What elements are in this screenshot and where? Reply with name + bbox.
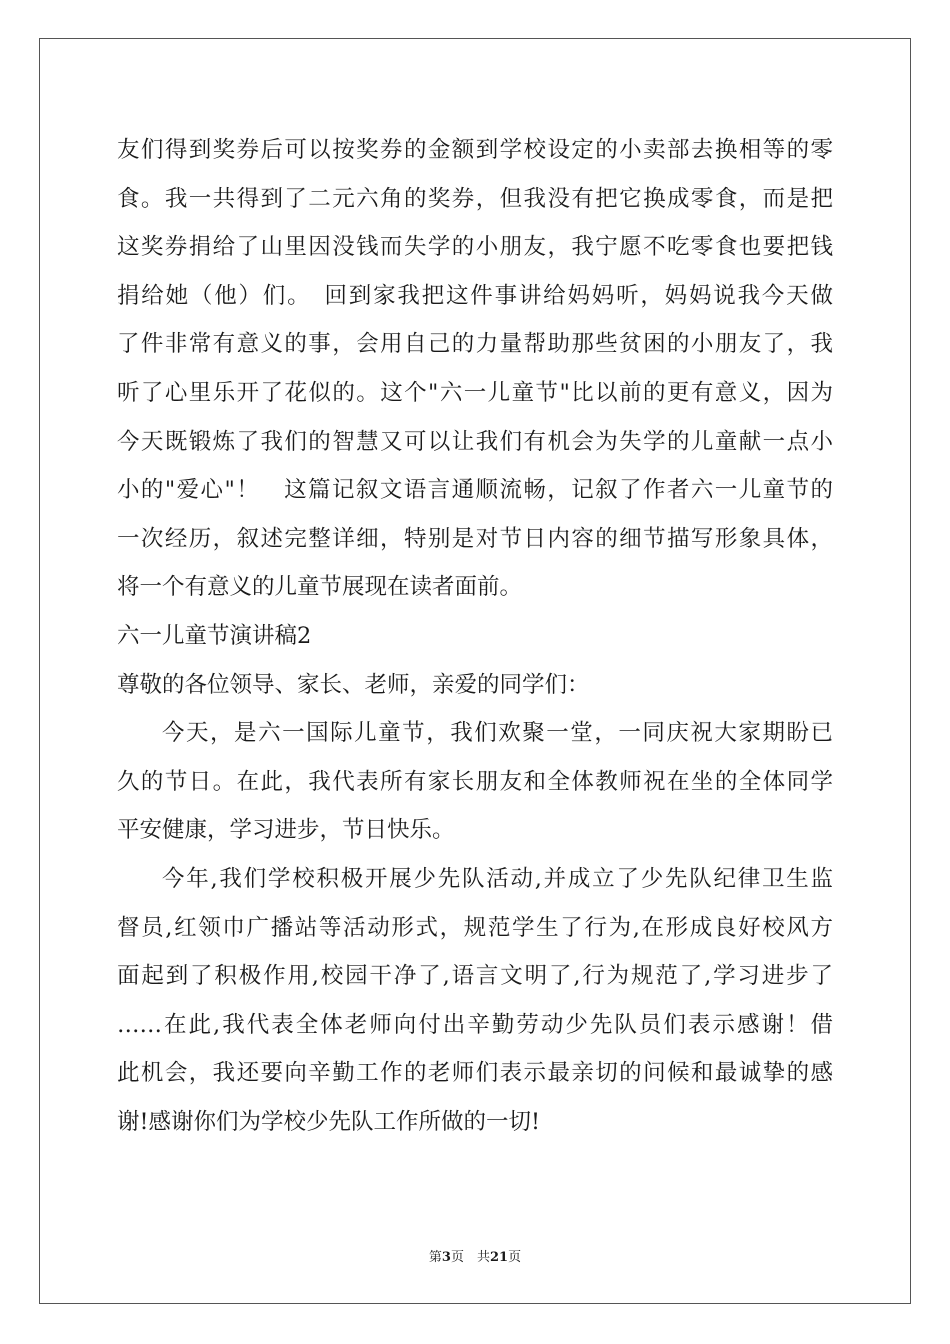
text-line: 今天，是六一国际儿童节，我们欢聚一堂，一同庆祝大家期盼已 xyxy=(162,720,833,747)
text-line: 今年,我们学校积极开展少先队活动,并成立了少先队纪律卫生监 xyxy=(162,865,833,892)
section-heading: 六一儿童节演讲稿2 xyxy=(117,622,312,649)
page-prefix: 第 xyxy=(428,1250,442,1265)
text-line: 将一个有意义的儿童节展现在读者面前。 xyxy=(117,574,523,601)
salutation: 尊敬的各位领导、家长、老师，亲爱的同学们： xyxy=(117,671,590,698)
page-total: 21 xyxy=(489,1250,509,1265)
text-line: 食。我一共得到了二元六角的奖券，但我没有把它换成零食，而是把 xyxy=(117,185,833,212)
page-mid: 页 共 xyxy=(450,1250,490,1265)
text-line: 久的节日。在此，我代表所有家长朋友和全体教师祝在坐的全体同学 xyxy=(117,768,833,795)
page-suffix: 页 xyxy=(508,1250,522,1265)
page-current: 3 xyxy=(441,1250,451,1265)
text-line: 面起到了积极作用,校园干净了,语言文明了,行为规范了,学习进步了 xyxy=(117,963,833,990)
text-line: 平安健康，学习进步，节日快乐。 xyxy=(117,817,455,844)
text-line: 今天既锻炼了我们的智慧又可以让我们有机会为失学的儿童献一点小 xyxy=(117,428,833,455)
text-line: 听了心里乐开了花似的。这个"六一儿童节"比以前的更有意义，因为 xyxy=(117,379,833,406)
text-line: 小的"爱心"！ 这篇记叙文语言通顺流畅，记叙了作者六一儿童节的 xyxy=(117,477,833,504)
text-line: 督员,红领巾广播站等活动形式，规范学生了行为,在形成良好校风方 xyxy=(117,914,833,941)
document-body xyxy=(117,126,833,1146)
text-line: 这奖券捐给了山里因没钱而失学的小朋友，我宁愿不吃零食也要把钱 xyxy=(117,234,833,261)
text-line: 一次经历，叙述完整详细，特别是对节日内容的细节描写形象具体， xyxy=(117,525,833,552)
text-line: ……在此,我代表全体老师向付出辛勤劳动少先队员们表示感谢！借 xyxy=(117,1011,833,1038)
text-line: 友们得到奖券后可以按奖券的金额到学校设定的小卖部去换相等的零 xyxy=(117,137,833,163)
text-line: 此机会，我还要向辛勤工作的老师们表示最亲切的问候和最诚挚的感 xyxy=(117,1060,833,1087)
text-line: 了件非常有意义的事，会用自己的力量帮助那些贫困的小朋友了，我 xyxy=(117,331,833,358)
page-footer xyxy=(0,1246,950,1265)
text-line: 谢!感谢你们为学校少先队工作所做的一切! xyxy=(117,1108,541,1135)
text-line: 捐给她（他）们。 回到家我把这件事讲给妈妈听，妈妈说我今天做 xyxy=(117,282,833,309)
